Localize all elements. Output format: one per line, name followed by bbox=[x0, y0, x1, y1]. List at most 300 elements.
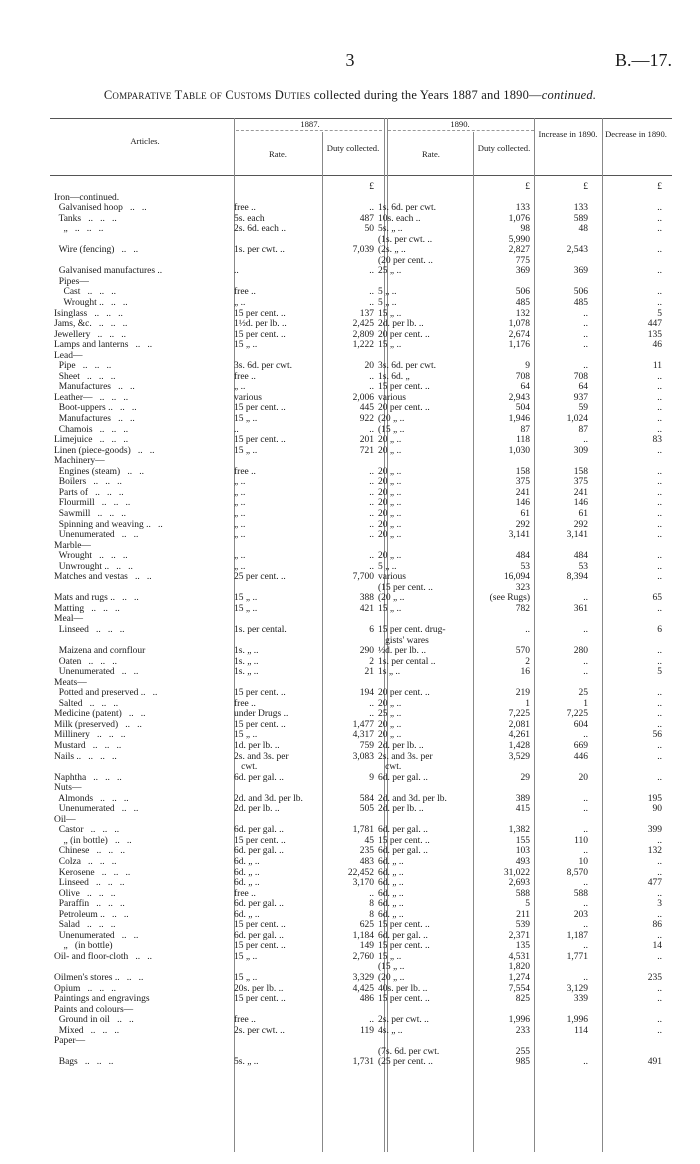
cell-increase: 339 bbox=[573, 994, 588, 1005]
cell-decrease: .. bbox=[657, 740, 662, 751]
cell-article: Wrought .. .. .. bbox=[54, 551, 128, 562]
table-row bbox=[52, 910, 676, 921]
cell-article bbox=[52, 636, 232, 647]
cell-article: Leather— .. .. .. bbox=[54, 392, 129, 403]
cell-increase: .. bbox=[583, 624, 588, 635]
cell-article: Limejuice .. .. .. bbox=[54, 435, 129, 446]
cell-article: Unenumerated .. .. bbox=[54, 930, 139, 941]
cell-article: Galvanised manufactures .. bbox=[54, 266, 163, 277]
cell-duty-1890: 241 bbox=[515, 487, 530, 498]
cell-rate-1887: 15 „ .. bbox=[234, 593, 258, 604]
cell-decrease bbox=[602, 256, 676, 267]
cell-duty-1887 bbox=[322, 193, 376, 204]
cell-rate-1887: 15 per cent. .. bbox=[234, 329, 286, 340]
cell-duty-1890: 775 bbox=[515, 255, 530, 266]
cell-duty-1887 bbox=[322, 256, 376, 267]
cell-article: Mats and rugs .. .. .. bbox=[54, 593, 139, 604]
table-row bbox=[52, 1026, 676, 1037]
cell-duty-1890: 53 bbox=[520, 561, 530, 572]
cell-increase: 280 bbox=[573, 646, 588, 657]
cell-rate-1887: 6d. per gal. .. bbox=[234, 899, 284, 910]
cell-rate-1890: 6d. „ .. bbox=[378, 878, 404, 889]
cell-rate-1887: .. bbox=[234, 424, 239, 435]
cell-rate-1887: 1s. „ .. bbox=[234, 646, 259, 657]
cell-rate-1887: 2s. and 3s. per bbox=[234, 751, 289, 762]
cell-duty-1890 bbox=[482, 762, 532, 773]
cell-increase: 146 bbox=[573, 498, 588, 509]
cell-article: Linen (piece-goods) .. .. bbox=[54, 445, 155, 456]
cell-rate-1887: „ .. bbox=[234, 477, 246, 488]
cell-rate-1890: 6d. „ .. bbox=[378, 857, 404, 867]
cell-increase: 484 bbox=[573, 551, 588, 562]
table-row bbox=[52, 625, 676, 636]
table-row bbox=[52, 878, 676, 889]
cell-article bbox=[52, 1047, 232, 1058]
cell-duty-1890: 570 bbox=[515, 646, 530, 657]
cell-duty-1887: 4,425 bbox=[352, 983, 374, 994]
cell-duty-1890: 588 bbox=[515, 888, 530, 899]
cell-rate-1887: free .. bbox=[234, 698, 256, 709]
table-row bbox=[52, 709, 676, 720]
table-title bbox=[0, 88, 700, 103]
cell-duty-1887: .. bbox=[369, 266, 374, 277]
col-head-rate-1887: Rate. bbox=[269, 149, 287, 159]
cell-rate-1890: 1s. per cental .. bbox=[378, 656, 436, 667]
cell-article: Mustard .. .. .. bbox=[54, 740, 122, 751]
cell-duty-1890: 1,382 bbox=[508, 825, 530, 836]
cell-rate-1887: „ .. bbox=[234, 382, 246, 393]
cell-decrease: 86 bbox=[652, 920, 662, 931]
cell-article: Linseed .. .. .. bbox=[54, 878, 125, 889]
cell-rate-1887: 2s. per cwt. .. bbox=[234, 1025, 285, 1036]
cell-decrease bbox=[602, 277, 676, 288]
col-head-rate-1890: Rate. bbox=[422, 149, 440, 159]
cell-rate-1887: 6d. „ .. bbox=[234, 867, 260, 878]
cell-article: Linseed .. .. .. bbox=[54, 624, 125, 635]
cell-rate-1890: 4s. „ .. bbox=[378, 1025, 403, 1036]
cell-rate-1890: 15 per cent. drug- bbox=[378, 624, 446, 635]
cell-rate-1887: 15 „ .. bbox=[234, 445, 258, 456]
cell-rate-1887: „ .. bbox=[234, 498, 246, 509]
cell-article: Unenumerated .. .. bbox=[54, 530, 139, 541]
table-row bbox=[52, 1036, 676, 1047]
cell-increase: 604 bbox=[573, 719, 588, 730]
cell-decrease: .. bbox=[657, 213, 662, 224]
table-row bbox=[52, 224, 676, 235]
duties-table bbox=[52, 182, 676, 1068]
cell-duty-1890: 484 bbox=[515, 551, 530, 562]
cell-decrease: .. bbox=[657, 424, 662, 435]
cell-duty-1887: .. bbox=[369, 530, 374, 541]
table-row bbox=[52, 477, 676, 488]
cell-decrease: .. bbox=[657, 551, 662, 562]
table-row bbox=[52, 773, 676, 784]
cell-decrease: .. bbox=[657, 403, 662, 414]
cell-rate-1890: 5s. „ .. bbox=[378, 224, 403, 235]
cell-duty-1890: 5,990 bbox=[508, 234, 530, 245]
cell-increase bbox=[532, 277, 602, 288]
cell-rate-1887: 15 „ .. bbox=[234, 951, 258, 962]
col-head-decrease: Decrease in 1890. bbox=[605, 129, 667, 139]
cell-duty-1887 bbox=[322, 1047, 376, 1058]
cell-duty-1890: 485 bbox=[515, 298, 530, 309]
cell-rate-1887: 5s. each bbox=[234, 213, 265, 224]
cell-decrease: 491 bbox=[647, 1057, 662, 1068]
cell-duty-1887: 1,731 bbox=[352, 1057, 374, 1068]
cell-rate-1887: 3s. 6d. per cwt. bbox=[234, 361, 293, 372]
cell-duty-1887 bbox=[322, 351, 376, 362]
cell-rate-1890: 6d. „ .. bbox=[378, 867, 404, 878]
cell-decrease: .. bbox=[657, 930, 662, 941]
cell-rate-1887 bbox=[232, 256, 322, 267]
cell-increase: 446 bbox=[573, 751, 588, 762]
cell-rate-1890: 20 „ .. bbox=[378, 466, 402, 477]
cell-article: Pipe .. .. .. bbox=[54, 361, 112, 372]
cell-decrease: .. bbox=[657, 835, 662, 846]
cell-duty-1887 bbox=[322, 783, 376, 794]
cell-rate-1887 bbox=[232, 614, 322, 625]
cell-rate-1890: various bbox=[378, 392, 406, 403]
cell-rate-1890: 15 „ .. bbox=[378, 340, 402, 351]
cell-increase: .. bbox=[583, 920, 588, 931]
table-row bbox=[52, 868, 676, 879]
cell-decrease: .. bbox=[657, 477, 662, 488]
cell-duty-1887 bbox=[322, 962, 376, 973]
cell-article: Lead— bbox=[54, 350, 83, 361]
cell-increase: 203 bbox=[573, 909, 588, 920]
cell-duty-1890: 7,225 bbox=[508, 709, 530, 720]
cell-rate-1887 bbox=[232, 1047, 322, 1058]
cell-decrease: .. bbox=[657, 646, 662, 657]
cell-rate-1890: 1s „ .. bbox=[378, 667, 401, 678]
cell-article: Meal— bbox=[54, 614, 84, 625]
table-row bbox=[52, 382, 676, 393]
cell-rate-1887: 15 per cent. .. bbox=[234, 308, 286, 319]
cell-increase bbox=[532, 1036, 602, 1047]
cell-decrease: .. bbox=[657, 698, 662, 709]
cell-duty-1890: 211 bbox=[516, 909, 530, 920]
cell-duty-1887: .. bbox=[369, 382, 374, 393]
cell-rate-1887 bbox=[232, 783, 322, 794]
cell-duty-1890: 29 bbox=[520, 772, 530, 783]
cell-duty-1887: 2,760 bbox=[352, 951, 374, 962]
cell-duty-1887: .. bbox=[369, 487, 374, 498]
cell-increase: .. bbox=[583, 1057, 588, 1068]
table-row bbox=[52, 235, 676, 246]
cell-rate-1890: (20 „ .. bbox=[378, 414, 405, 425]
cell-duty-1890: 61 bbox=[520, 508, 530, 519]
header-rule-top bbox=[50, 118, 672, 119]
col-head-1887: 1887. bbox=[300, 119, 320, 129]
cell-increase: .. bbox=[583, 361, 588, 372]
cell-rate-1890: 15 „ .. bbox=[378, 603, 402, 614]
cell-decrease bbox=[602, 678, 676, 689]
cell-rate-1890: (20 „ .. bbox=[378, 593, 405, 604]
cell-duty-1887: .. bbox=[369, 551, 374, 562]
table-row bbox=[52, 488, 676, 499]
cell-rate-1890: 15 per cent. .. bbox=[378, 382, 430, 393]
cell-duty-1890 bbox=[482, 636, 532, 647]
cell-rate-1887: cwt. bbox=[234, 762, 258, 773]
cell-article: Salad .. .. .. bbox=[54, 920, 116, 931]
cell-decrease: .. bbox=[657, 857, 662, 867]
document-reference: B.—17. bbox=[614, 50, 672, 70]
cell-increase: 708 bbox=[573, 371, 588, 382]
cell-decrease: £ bbox=[657, 182, 662, 192]
cell-increase bbox=[532, 762, 602, 773]
table-row bbox=[52, 920, 676, 931]
cell-duty-1887 bbox=[322, 815, 376, 826]
table-row bbox=[52, 889, 676, 900]
cell-article: Salted .. .. .. bbox=[54, 698, 119, 709]
cell-duty-1887: 137 bbox=[359, 308, 374, 319]
cell-rate-1890: 25 „ .. bbox=[378, 709, 402, 720]
cell-article: Oaten .. .. .. bbox=[54, 656, 118, 667]
cell-duty-1887 bbox=[322, 1036, 376, 1047]
cell-decrease: .. bbox=[657, 498, 662, 509]
cell-increase: .. bbox=[583, 846, 588, 857]
cell-increase bbox=[532, 1005, 602, 1016]
cell-article: Jams, &c. .. .. .. bbox=[54, 319, 128, 330]
table-row bbox=[52, 657, 676, 668]
cell-article: Castor .. .. .. bbox=[54, 825, 120, 836]
cell-decrease: 477 bbox=[647, 878, 662, 889]
cell-rate-1887: 15 „ .. bbox=[234, 730, 258, 741]
cell-rate-1890: 15 „ .. bbox=[378, 951, 402, 962]
page-number: 3 bbox=[345, 50, 355, 70]
col-head-duty-1887: Duty collected. bbox=[326, 143, 380, 153]
cell-rate-1890: 20 „ .. bbox=[378, 435, 402, 446]
cell-decrease: 132 bbox=[647, 846, 662, 857]
table-row bbox=[52, 899, 676, 910]
cell-duty-1890: 1,076 bbox=[508, 213, 530, 224]
cell-article: Nails .. .. .. .. bbox=[54, 751, 117, 762]
table-title-continued: continued. bbox=[541, 88, 597, 102]
cell-rate-1887: 15 per cent. .. bbox=[234, 994, 286, 1005]
cell-decrease: 11 bbox=[652, 361, 662, 372]
cell-duty-1890: .. bbox=[525, 624, 530, 635]
cell-decrease bbox=[602, 583, 676, 594]
cell-duty-1887: .. bbox=[369, 466, 374, 477]
cell-rate-1887 bbox=[232, 1036, 322, 1047]
cell-duty-1890: 4,261 bbox=[508, 730, 530, 741]
cell-article: Potted and preserved .. .. bbox=[54, 688, 158, 699]
cell-increase: 589 bbox=[573, 213, 588, 224]
cell-duty-1887: .. bbox=[369, 498, 374, 509]
cell-rate-1887: 6d. „ .. bbox=[234, 878, 260, 889]
table-row bbox=[52, 1047, 676, 1058]
cell-duty-1887: 388 bbox=[359, 593, 374, 604]
table-row bbox=[52, 794, 676, 805]
cell-duty-1887: 2,006 bbox=[352, 392, 374, 403]
cell-duty-1890 bbox=[482, 1036, 532, 1047]
cell-duty-1887 bbox=[322, 762, 376, 773]
table-row bbox=[52, 203, 676, 214]
cell-increase bbox=[532, 541, 602, 552]
cell-rate-1887 bbox=[232, 182, 322, 193]
table-row bbox=[52, 182, 676, 193]
cell-duty-1887: .. bbox=[369, 287, 374, 298]
cell-duty-1890: 31,022 bbox=[503, 867, 530, 878]
table-row bbox=[52, 214, 676, 225]
cell-duty-1890: 103 bbox=[515, 846, 530, 857]
cell-rate-1887: 1½d. per lb. .. bbox=[234, 319, 287, 330]
cell-decrease: .. bbox=[657, 414, 662, 425]
cell-increase: 3,141 bbox=[566, 530, 588, 541]
cell-decrease: .. bbox=[657, 709, 662, 720]
cell-rate-1890: 15 per cent. .. bbox=[378, 941, 430, 952]
cell-rate-1887: 2d. per lb. .. bbox=[234, 804, 280, 815]
cell-rate-1890: 2s. per cwt. .. bbox=[378, 1015, 429, 1026]
cell-increase: 485 bbox=[573, 298, 588, 309]
cell-rate-1890 bbox=[376, 1005, 482, 1016]
cell-increase bbox=[532, 193, 602, 204]
cell-duty-1890: 539 bbox=[515, 920, 530, 931]
cell-decrease bbox=[602, 235, 676, 246]
cell-rate-1890: 2d. per lb. .. bbox=[378, 740, 424, 751]
cell-duty-1890 bbox=[482, 815, 532, 826]
cell-increase bbox=[532, 678, 602, 689]
cell-increase: 2,543 bbox=[566, 245, 588, 256]
cell-rate-1887: „ .. bbox=[234, 561, 246, 572]
cell-decrease: .. bbox=[657, 561, 662, 572]
table-row bbox=[52, 941, 676, 952]
cell-decrease: 6 bbox=[657, 624, 662, 635]
cell-decrease bbox=[602, 193, 676, 204]
cell-decrease bbox=[602, 1036, 676, 1047]
cell-duty-1887: 759 bbox=[359, 740, 374, 751]
cell-increase bbox=[532, 614, 602, 625]
table-row bbox=[52, 256, 676, 267]
cell-rate-1887: free .. bbox=[234, 203, 256, 214]
cell-duty-1887: .. bbox=[369, 888, 374, 899]
cell-article: Mixed .. .. .. bbox=[54, 1025, 120, 1036]
table-row bbox=[52, 815, 676, 826]
table-row bbox=[52, 541, 676, 552]
cell-rate-1887: under Drugs .. bbox=[234, 709, 289, 720]
cell-decrease: .. bbox=[657, 983, 662, 994]
cell-increase bbox=[532, 962, 602, 973]
table-row bbox=[52, 699, 676, 710]
cell-article: Chinese .. .. .. bbox=[54, 846, 125, 857]
cell-duty-1890: 1,274 bbox=[508, 973, 530, 984]
cell-rate-1890 bbox=[376, 614, 482, 625]
cell-rate-1890: 20 per cent. .. bbox=[378, 688, 430, 699]
cell-increase: 20 bbox=[578, 772, 588, 783]
cell-increase: 1,024 bbox=[566, 414, 588, 425]
cell-increase: 292 bbox=[573, 519, 588, 530]
table-row bbox=[52, 783, 676, 794]
cell-rate-1890: (1s. per cwt. .. bbox=[378, 234, 433, 245]
cell-decrease: .. bbox=[657, 224, 662, 235]
cell-duty-1887: 3,083 bbox=[352, 751, 374, 762]
table-row bbox=[52, 973, 676, 984]
cell-duty-1887: 119 bbox=[360, 1025, 374, 1036]
cell-article: Paints and colours— bbox=[54, 1004, 134, 1015]
table-row bbox=[52, 857, 676, 868]
cell-rate-1890: 1s. 6d. „ bbox=[378, 371, 410, 382]
cell-duty-1887: 487 bbox=[359, 213, 374, 224]
cell-duty-1890: 2,943 bbox=[508, 392, 530, 403]
cell-article bbox=[52, 583, 232, 594]
cell-rate-1890 bbox=[376, 193, 482, 204]
cell-article: Wrought .. .. .. bbox=[54, 298, 128, 309]
cell-decrease: .. bbox=[657, 287, 662, 298]
cell-duty-1887: 625 bbox=[359, 920, 374, 931]
cell-duty-1887: 8 bbox=[369, 909, 374, 920]
cell-decrease: 5 bbox=[657, 308, 662, 319]
table-row bbox=[52, 467, 676, 478]
cell-rate-1887: free .. bbox=[234, 371, 256, 382]
cell-rate-1890: (20 „ .. bbox=[378, 973, 405, 984]
cell-duty-1890: 3,141 bbox=[508, 530, 530, 541]
cell-duty-1890: 255 bbox=[515, 1046, 530, 1057]
cell-duty-1890: 135 bbox=[515, 941, 530, 952]
table-row bbox=[52, 678, 676, 689]
cell-duty-1890: 9 bbox=[525, 361, 530, 372]
cell-duty-1890 bbox=[482, 277, 532, 288]
cell-duty-1890: 1,996 bbox=[508, 1015, 530, 1026]
cell-duty-1887: 45 bbox=[364, 835, 374, 846]
cell-increase: 1,996 bbox=[566, 1015, 588, 1026]
cell-increase: 48 bbox=[578, 224, 588, 235]
cell-rate-1890: ½d. per lb. .. bbox=[378, 646, 427, 657]
cell-duty-1887: .. bbox=[369, 298, 374, 309]
cell-duty-1887: 201 bbox=[359, 435, 374, 446]
cell-article: Pipes— bbox=[54, 276, 89, 287]
cell-rate-1890: (25 per cent. .. bbox=[378, 1057, 433, 1068]
cell-rate-1890: 20 „ .. bbox=[378, 519, 402, 530]
cell-duty-1887: 584 bbox=[359, 793, 374, 804]
cell-decrease bbox=[602, 962, 676, 973]
cell-duty-1887: 21 bbox=[364, 667, 374, 678]
cell-increase: 8,570 bbox=[566, 867, 588, 878]
cell-increase: 7,225 bbox=[566, 709, 588, 720]
cell-decrease: .. bbox=[657, 266, 662, 277]
cell-rate-1890: 15 per cent. .. bbox=[378, 994, 430, 1005]
cell-increase: .. bbox=[583, 878, 588, 889]
cell-increase: 309 bbox=[573, 445, 588, 456]
cell-rate-1887: 6d. per gal. .. bbox=[234, 930, 284, 941]
cell-decrease: 195 bbox=[647, 793, 662, 804]
cell-increase: 133 bbox=[573, 203, 588, 214]
cell-decrease: .. bbox=[657, 572, 662, 583]
cell-duty-1887: 50 bbox=[364, 224, 374, 235]
cell-duty-1887: 1,222 bbox=[352, 340, 374, 351]
cell-decrease: .. bbox=[657, 1015, 662, 1026]
cell-rate-1890: 20 „ .. bbox=[378, 719, 402, 730]
table-row bbox=[52, 245, 676, 256]
table-row bbox=[52, 456, 676, 467]
cell-duty-1890: 146 bbox=[515, 498, 530, 509]
cell-rate-1887: free .. bbox=[234, 888, 256, 899]
table-row bbox=[52, 266, 676, 277]
table-row bbox=[52, 530, 676, 541]
cell-rate-1890 bbox=[376, 678, 482, 689]
cell-decrease: .. bbox=[657, 994, 662, 1005]
cell-increase: 1,771 bbox=[566, 951, 588, 962]
cell-article: Parts of .. .. .. bbox=[54, 487, 124, 498]
table-row bbox=[52, 583, 676, 594]
cell-increase: .. bbox=[583, 319, 588, 330]
cell-rate-1890: 20 „ .. bbox=[378, 698, 402, 709]
cell-rate-1887: 15 per cent. .. bbox=[234, 435, 286, 446]
year-rule-1887 bbox=[236, 130, 382, 131]
cell-duty-1887 bbox=[322, 636, 376, 647]
cell-rate-1890: 20 „ .. bbox=[378, 508, 402, 519]
table-row bbox=[52, 730, 676, 741]
table-row bbox=[52, 425, 676, 436]
